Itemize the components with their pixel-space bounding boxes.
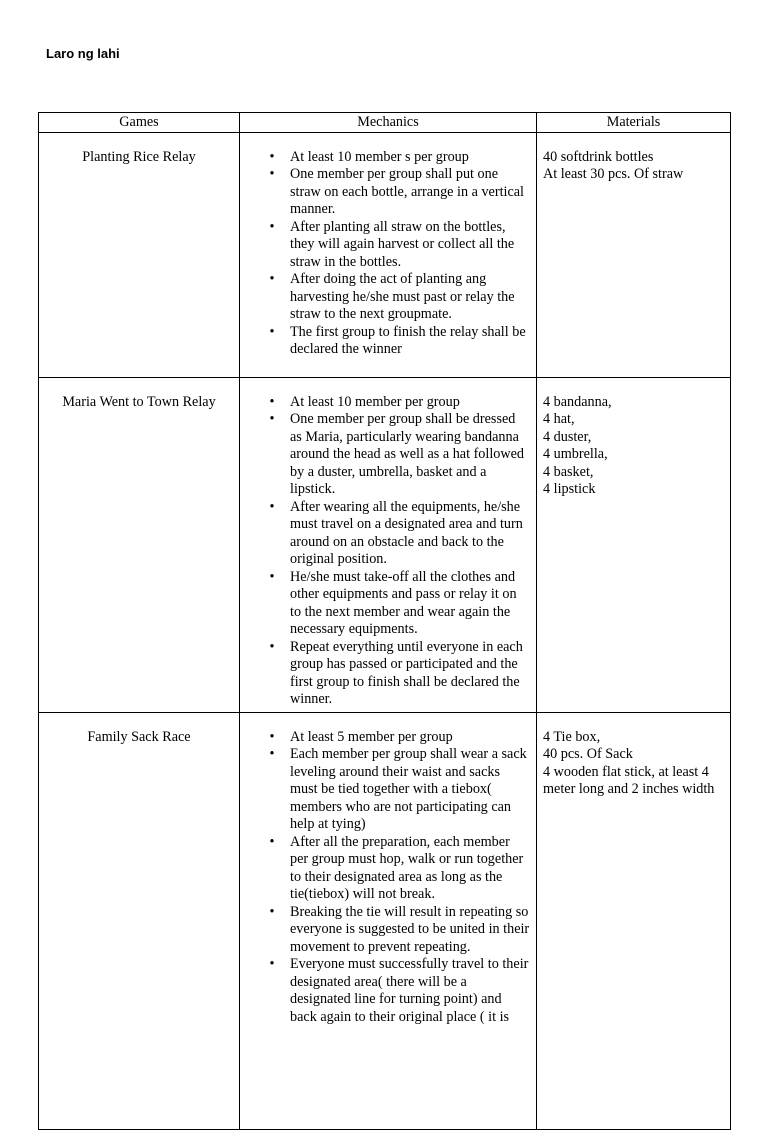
mechanics-item: • After wearing all the equipments, he/she must travel on a designated area and turn around on an obstacle and back to the original position. [290, 499, 530, 569]
bullet-icon: • [269, 166, 275, 182]
mechanics-item: • After doing the act of planting ang harvesting he/she must past or relay the straw to the next groupmate. [290, 271, 530, 324]
mechanics-list [246, 729, 530, 1027]
mechanics-item: • At least 10 member per group [290, 394, 530, 412]
mechanics-item: • After all the preparation, each member per group must hop, walk or run together to their designated area as long as the tie(tiebox) will not break. [290, 834, 530, 904]
mechanics-item: • Everyone must successfully travel to their designated area( there will be a designated line for turning point) and back again to their original place ( it is [290, 956, 530, 1026]
game-name: Family Sack Race [39, 712, 240, 1129]
materials-cell: 4 bandanna, 4 hat, 4 duster, 4 umbrella, 4 basket, 4 lipstick [537, 377, 731, 712]
bullet-icon: • [269, 903, 275, 920]
bullet-icon: • [269, 833, 275, 850]
materials-cell: 40 softdrink bottles At least 30 pcs. Of straw [537, 132, 731, 377]
bullet-icon: • [269, 271, 275, 287]
game-name: Maria Went to Town Relay [39, 377, 240, 712]
mechanics-cell [240, 377, 537, 712]
table-row [39, 132, 731, 377]
table-row [39, 712, 731, 1129]
mechanics-item: • One member per group shall put one straw on each bottle, arrange in a vertical manner. [290, 166, 530, 219]
header-games: Games [39, 113, 240, 133]
bullet-icon: • [269, 728, 275, 745]
bullet-icon: • [269, 568, 275, 585]
bullet-icon: • [269, 638, 275, 655]
materials-cell: 4 Tie box, 40 pcs. Of Sack 4 wooden flat stick, at least 4 meter long and 2 inches width [537, 712, 731, 1129]
table-header-row [39, 113, 731, 133]
table-row [39, 377, 731, 712]
mechanics-list [246, 149, 530, 359]
mechanics-item: • The first group to finish the relay shall be declared the winner [290, 324, 530, 359]
bullet-icon: • [269, 218, 275, 235]
games-table [38, 112, 731, 1130]
mechanics-item: • At least 10 member s per group [290, 149, 530, 167]
bullet-icon: • [269, 746, 275, 762]
mechanics-item: • Repeat everything until everyone in each group has passed or participated and the first group to finish shall be declared the winner. [290, 639, 530, 709]
document-title: Laro ng lahi [46, 46, 120, 61]
mechanics-item: • Each member per group shall wear a sack leveling around their waist and sacks must be tied together with a tiebox( members who are not participating can help at tying) [290, 746, 530, 834]
bullet-icon: • [269, 498, 275, 515]
bullet-icon: • [269, 956, 275, 972]
bullet-icon: • [269, 411, 275, 427]
bullet-icon: • [269, 323, 275, 340]
mechanics-item: • He/she must take-off all the clothes and other equipments and pass or relay it on to the next member and wear again the necessary equipments. [290, 569, 530, 639]
header-mechanics: Mechanics [240, 113, 537, 133]
mechanics-cell [240, 132, 537, 377]
mechanics-item: • At least 5 member per group [290, 729, 530, 747]
game-name: Planting Rice Relay [39, 132, 240, 377]
mechanics-item: • After planting all straw on the bottles, they will again harvest or collect all the straw in the bottles. [290, 219, 530, 272]
bullet-icon: • [269, 393, 275, 410]
mechanics-list [246, 394, 530, 709]
header-materials: Materials [537, 113, 731, 133]
mechanics-cell [240, 712, 537, 1129]
bullet-icon: • [269, 148, 275, 165]
mechanics-item: • Breaking the tie will result in repeating so everyone is suggested to be united in their movement to prevent repeating. [290, 904, 530, 957]
mechanics-item: • One member per group shall be dressed as Maria, particularly wearing bandanna around the head as well as a hat followed by a duster, umbrella, basket and a lipstick. [290, 411, 530, 499]
